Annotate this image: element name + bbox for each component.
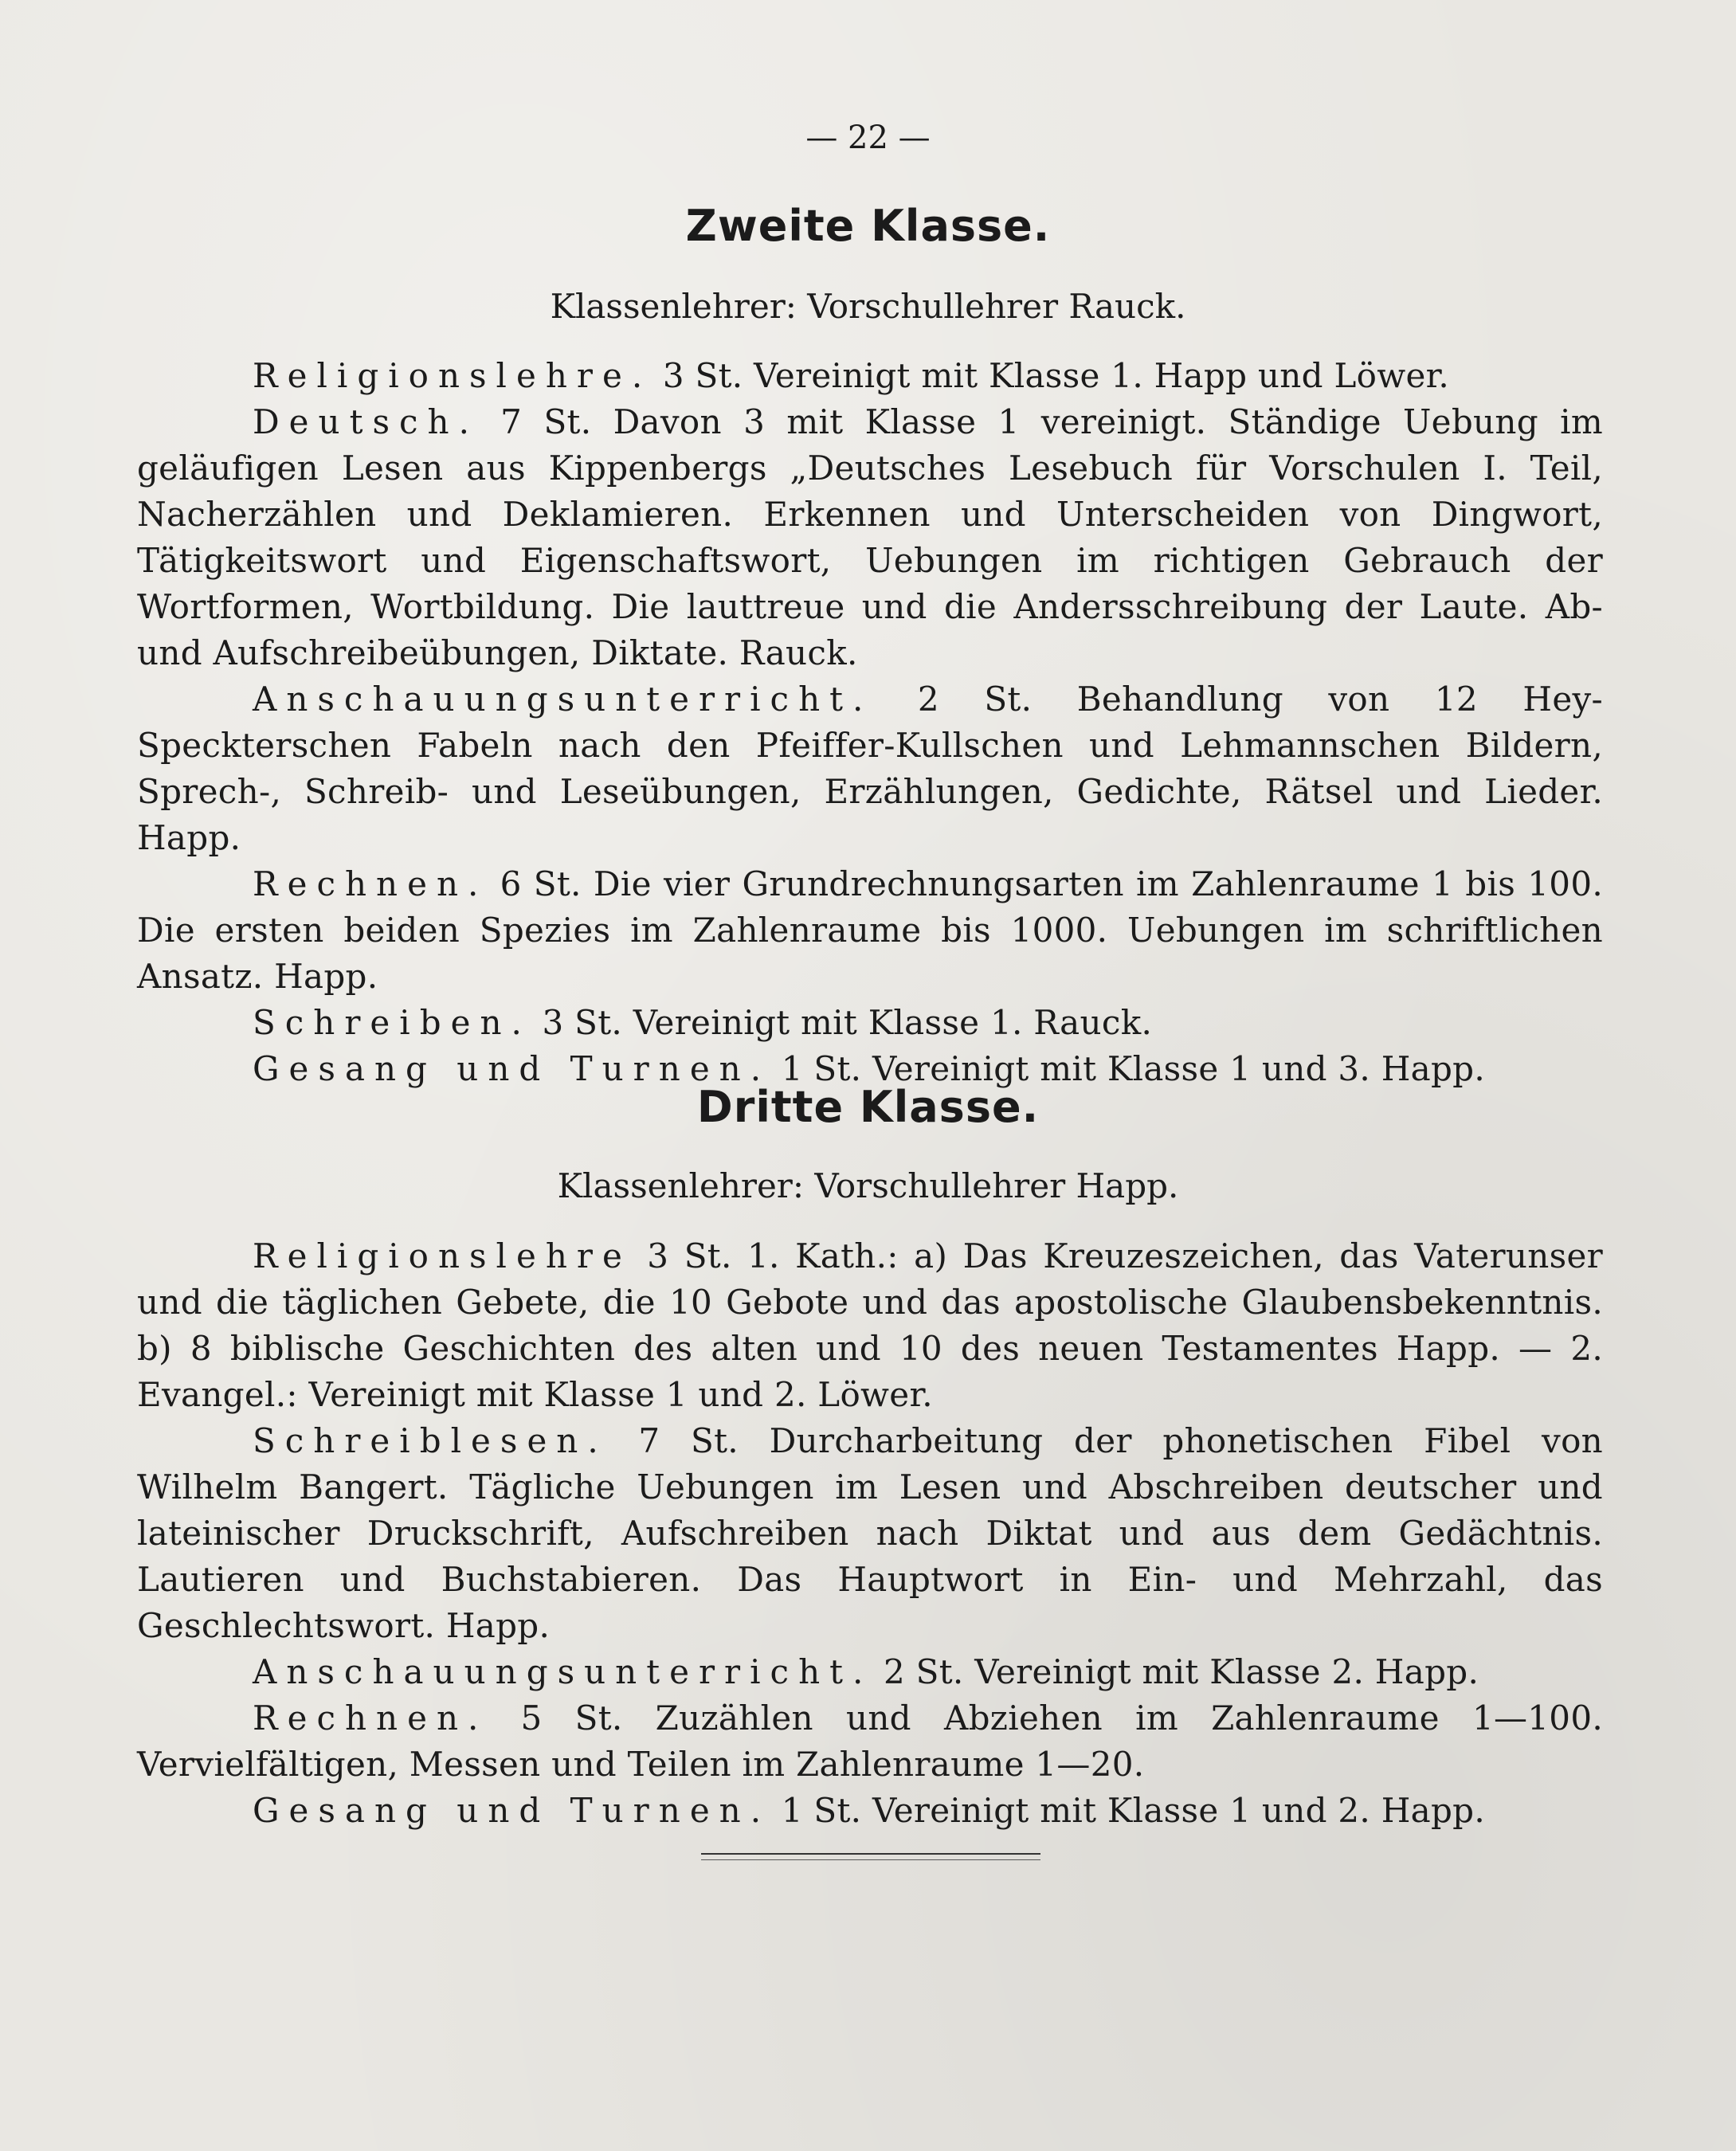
paragraph-religionslehre [137, 353, 1603, 399]
closing-rule-secondary [701, 1859, 1040, 1860]
section-title-zweite-klasse: Zweite Klasse. [685, 201, 1051, 251]
paragraph-text: 2 St. Behandlung von 12 Hey-Speckterschen Fabeln nach den Pfeiffer-Kullschen und Lehmannschen Bildern, Sprech-, Schreib- und Leseübungen, Erzählungen, Gedichte, Rätsel und Lieder. Happ. [137, 680, 1603, 857]
paragraph-rechnen [137, 861, 1603, 1000]
paragraph-schreiben [137, 1000, 1603, 1046]
paragraph-text: 3 St. Vereinigt mit Klasse 1. Happ und Löwer. [652, 356, 1450, 395]
paragraph-text: 7 St. Davon 3 mit Klasse 1 vereinigt. Ständige Uebung im geläufigen Lesen aus Kippenbergs „Deutsches Lesebuch für Vorschulen I. Teil, Nacherzählen und Deklamieren. Erkennen und Unterscheiden von Dingwort, Tätigkeitswort und Eigenschaftswort, Uebungen im richtigen Gebrauch der Wortformen, Wortbildung. Die lauttreue und die Andersschreibung der Laute. Ab- und Aufschreibeübungen, Diktate. Rauck. [137, 402, 1603, 672]
paragraph-text: 2 St. Vereinigt mit Klasse 2. Happ. [872, 1652, 1479, 1691]
subject-label: Religionslehre [253, 1236, 632, 1275]
subject-label: Religionslehre. [253, 356, 652, 395]
section-body-dritte-klasse [137, 1233, 1603, 1834]
subject-label: Anschauungsunterricht. [253, 680, 873, 719]
subject-label: Rechnen. [253, 864, 488, 903]
paragraph-text: 3 St. 1. Kath.: a) Das Kreuzeszeichen, das Vaterunser und die täglichen Gebete, die 10 Gebote und das apostolische Glaubensbekenntnis. b) 8 biblische Geschichten des alten und 10 des neuen Testamentes Happ. — 2. Evangel.: Vereinigt mit Klasse 1 und 2. Löwer. [137, 1236, 1603, 1414]
paragraph-deutsch [137, 399, 1603, 676]
subject-label: Deutsch. [253, 402, 479, 441]
paragraph-anschauungsunterricht [137, 1649, 1603, 1695]
teacher-line-dritte-klasse: Klassenlehrer: Vorschullehrer Happ. [557, 1166, 1179, 1205]
subject-label: Schreiben. [253, 1003, 531, 1042]
paragraph-schreiblesen [137, 1418, 1603, 1649]
teacher-line-zweite-klasse: Klassenlehrer: Vorschullehrer Rauck. [550, 287, 1186, 326]
paragraph-gesang-turnen [137, 1788, 1603, 1834]
paragraph-text: 7 St. Durcharbeitung der phonetischen Fibel von Wilhelm Bangert. Tägliche Uebungen im Lesen und Abschreiben deutscher und lateinischer Druckschrift, Aufschreiben nach Diktat und aus dem Gedächtnis. Lautieren und Buchstabieren. Das Hauptwort in Ein- und Mehrzahl, das Geschlechtswort. Happ. [137, 1421, 1603, 1645]
subject-label: Rechnen. [253, 1698, 488, 1738]
subject-label: Gesang und Turnen. [253, 1791, 771, 1830]
paragraph-text: 1 St. Vereinigt mit Klasse 1 und 2. Happ. [770, 1791, 1486, 1830]
paragraph-text: 6 St. Die vier Grundrechnungsarten im Zahlenraume 1 bis 100. Die ersten beiden Spezies im Zahlenraume bis 1000. Uebungen im schriftlichen Ansatz. Happ. [137, 864, 1603, 996]
paragraph-text: 5 St. Zuzählen und Abziehen im Zahlenraume 1—100. Vervielfältigen, Messen und Teilen im Zahlenraume 1—20. [137, 1698, 1603, 1784]
subject-label: Anschauungsunterricht. [253, 1652, 873, 1691]
paragraph-text: 3 St. Vereinigt mit Klasse 1. Rauck. [531, 1003, 1153, 1042]
page-number: — 22 — [805, 120, 931, 156]
section-body-zweite-klasse [137, 353, 1603, 1092]
closing-rule [701, 1853, 1040, 1855]
paragraph-religionslehre [137, 1233, 1603, 1418]
paragraph-rechnen [137, 1695, 1603, 1788]
paragraph-anschauungsunterricht [137, 676, 1603, 861]
subject-label: Schreiblesen. [253, 1421, 608, 1460]
paragraph-text: 1 St. Vereinigt mit Klasse 1 und 3. Happ. [770, 1049, 1486, 1088]
subject-label: Gesang und Turnen. [253, 1049, 771, 1088]
section-title-dritte-klasse: Dritte Klasse. [696, 1082, 1040, 1132]
